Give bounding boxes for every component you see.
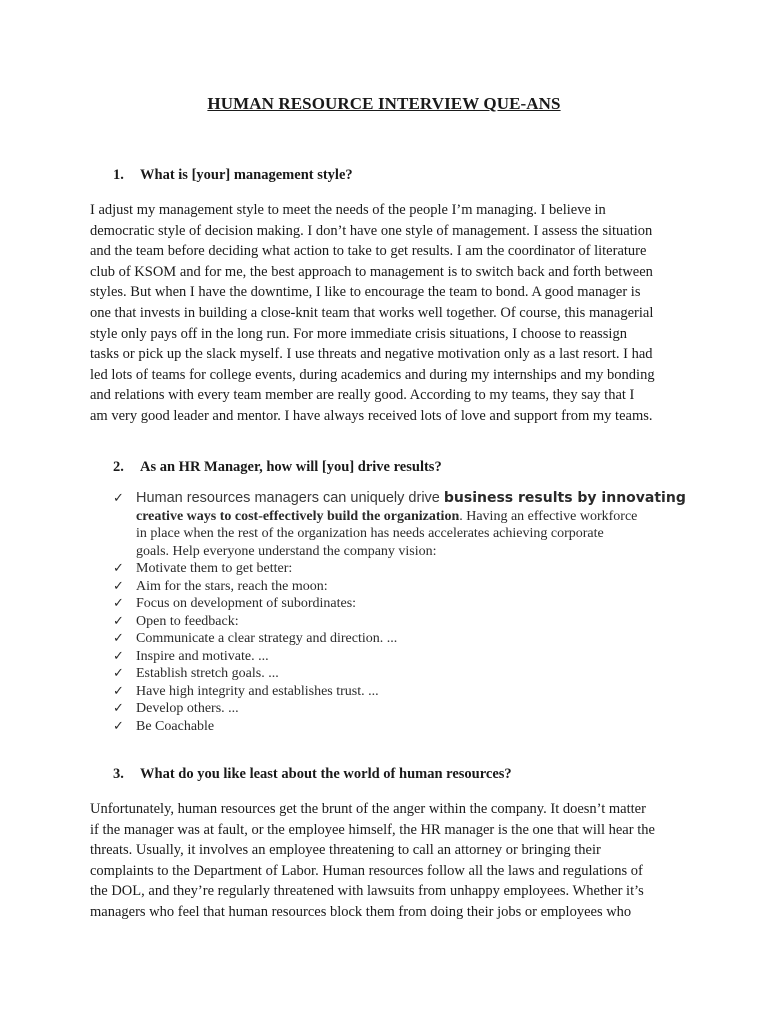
checklist-item-text: Motivate them to get better: [136, 561, 293, 576]
checklist-item [113, 718, 693, 736]
checklist-item [113, 700, 693, 718]
lead-bold-text-1: business results by innovating [443, 490, 686, 506]
lead-rest-text-1: . Having an effective workforce [459, 508, 638, 524]
answer-1-line: and relations with every team member are really good. According to my teams, they say that I [90, 387, 635, 404]
checklist-item-text: Establish stretch goals. ... [136, 666, 279, 681]
answer-1-line: democratic style of decision making. I don’t have one style of management. I assess the situation [90, 222, 653, 239]
question-3-text: What do you like least about the world of human resources? [140, 766, 512, 782]
answer-3-line: threats. Usually, it involves an employee threatening to call an attorney or bringing their [90, 842, 601, 859]
answer-1-line: club of KSOM and for me, the best approach to management is to switch back and forth between [90, 263, 653, 280]
document-title: HUMAN RESOURCE INTERVIEW QUE-ANS [207, 94, 561, 113]
question-2-number: 2. [113, 459, 124, 475]
question-1 [113, 167, 353, 184]
answer-1-line: one that invests in building a close-knit team that works well together. Of course, this managerial [90, 304, 654, 321]
checklist-item-text: Aim for the stars, reach the moon: [136, 578, 328, 594]
check-icon: ✓ [113, 491, 124, 506]
checklist-item-text: Focus on development of subordinates: [136, 596, 357, 611]
check-icon: ✓ [113, 596, 124, 611]
checklist-item [113, 665, 693, 683]
answer-1-line: am very good leader and mentor. I have always received lots of love and support from my teams. [90, 407, 653, 424]
answer-3-line: if the manager was at fault, or the employee himself, the HR manager is the one that will hear the [90, 821, 655, 838]
checklist-item [113, 613, 693, 631]
checklist-item [113, 683, 693, 701]
answer-1-line: led lots of teams for college events, during academics and during my internships and my bonding [90, 366, 655, 383]
checklist-item-text: Have high integrity and establishes trust. ... [136, 683, 379, 699]
checklist [113, 490, 693, 735]
lead-bold-text-2: creative ways to cost-effectively build the organization [136, 508, 460, 524]
check-icon: ✓ [113, 631, 124, 646]
question-3 [113, 766, 512, 783]
checklist-item-text: Be Coachable [136, 718, 215, 734]
check-icon: ✓ [113, 718, 124, 734]
checklist-item [113, 648, 693, 666]
checklist-item-text: Inspire and motivate. ... [136, 648, 269, 664]
question-3-number: 3. [113, 766, 124, 782]
check-icon: ✓ [113, 648, 124, 664]
checklist-item-text: Develop others. ... [136, 701, 239, 716]
lead-rest-text-2: in place when the rest of the organization has needs accelerates achieving corporate [136, 526, 604, 541]
answer-3 [90, 799, 690, 923]
checklist-item-text: Open to feedback: [136, 613, 239, 629]
answer-1-line: styles. But when I have the downtime, I like to encourage the team to bond. A good manager is [90, 284, 641, 301]
question-1-text: What is [your] management style? [140, 167, 353, 183]
checklist-item [113, 560, 693, 578]
question-2 [113, 459, 442, 476]
checklist-item [113, 595, 693, 613]
answer-1 [90, 200, 690, 427]
lead-plain-text: Human resources managers can uniquely drive [136, 490, 444, 506]
answer-1-line: and the team before deciding what action to take to get results. I am the coordinator of literature [90, 243, 647, 260]
answer-3-line: Unfortunately, human resources get the brunt of the anger within the company. It doesn’t matter [90, 801, 646, 817]
answer-3-line: complaints to the Department of Labor. Human resources follow all the laws and regulations of [90, 862, 643, 879]
question-2-text: As an HR Manager, how will [you] drive results? [140, 459, 442, 475]
answer-1-line: tasks or pick up the slack myself. I use threats and negative motivation only as a last resort. I had [90, 346, 653, 363]
answer-1-line: I adjust my management style to meet the needs of the people I’m managing. I believe in [90, 202, 606, 218]
checklist-item [113, 578, 693, 596]
answer-3-line: the DOL, and they’re regularly threatened with lawsuits from unhappy employees. Whether it’s [90, 883, 644, 900]
check-icon: ✓ [113, 561, 124, 576]
checklist-item-text: Communicate a clear strategy and direction. ... [136, 631, 398, 646]
check-icon: ✓ [113, 613, 124, 629]
question-1-number: 1. [113, 167, 124, 183]
check-icon: ✓ [113, 701, 124, 716]
check-icon: ✓ [113, 578, 124, 594]
checklist-lead-item [113, 490, 693, 560]
answer-3-line: managers who feel that human resources block them from doing their jobs or employees who [90, 903, 632, 920]
checklist-item [113, 630, 693, 648]
lead-rest-text-3: goals. Help everyone understand the company vision: [136, 543, 437, 559]
answer-1-line: style only pays off in the long run. For more immediate crisis situations, I choose to reassign [90, 325, 627, 342]
check-icon: ✓ [113, 666, 124, 681]
check-icon: ✓ [113, 683, 124, 699]
